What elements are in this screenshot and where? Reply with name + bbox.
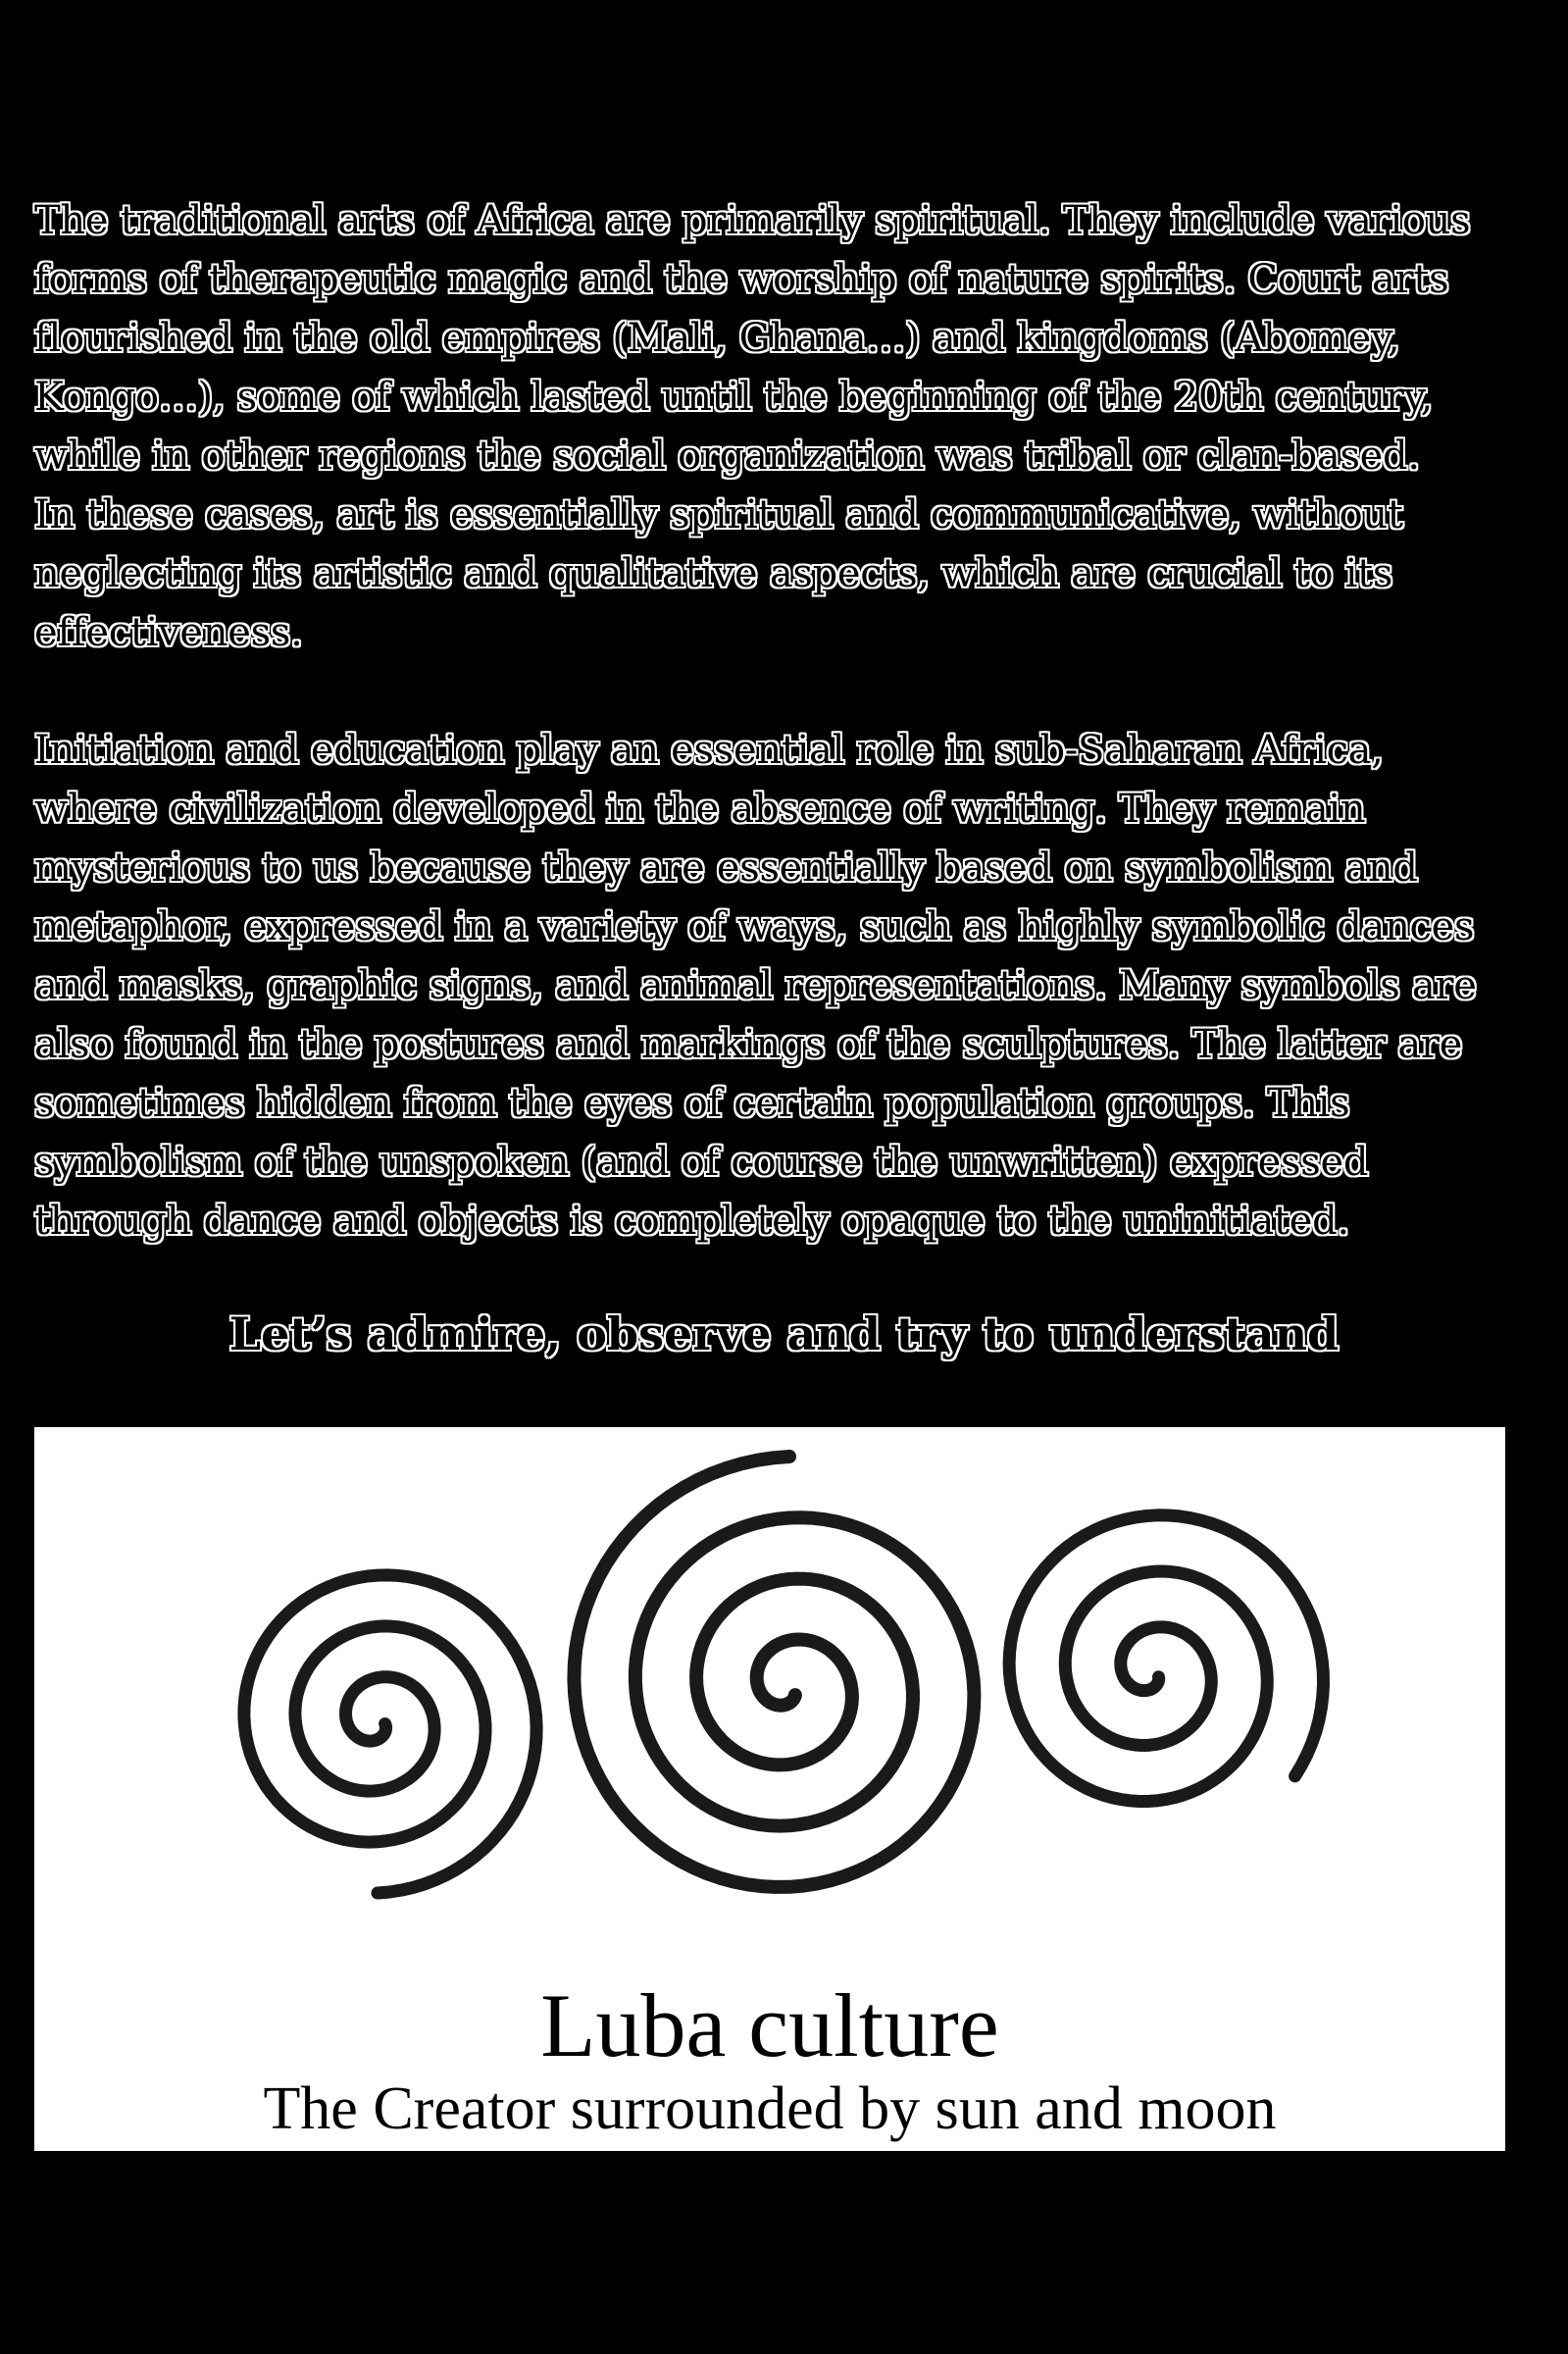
- text-line: symbolism of the unspoken (and of course the unwritten) expressed: [34, 1140, 1369, 1185]
- text-line: and masks, graphic signs, and animal representations. Many symbols are: [34, 963, 1477, 1008]
- tagline-heading: Let’s admire, observe and try to understand: [228, 1307, 1340, 1360]
- text-line: In these cases, art is essentially spiritual and communicative, without: [34, 492, 1403, 537]
- text-line: flourished in the old empires (Mali, Ghana…) and kingdoms (Abomey,: [34, 316, 1400, 361]
- luba-triple-spiral-icon: [34, 1427, 1505, 1976]
- spiral-stroke: [244, 1575, 536, 1893]
- text-line: mysterious to us because they are essentially based on symbolism and: [34, 845, 1418, 891]
- intro-paragraph: [34, 191, 1535, 662]
- text-line: effectiveness.: [34, 610, 303, 655]
- text-line: sometimes hidden from the eyes of certain population groups. This: [34, 1081, 1350, 1126]
- figure-subtitle: The Creator surrounded by sun and moon: [263, 2075, 1277, 2142]
- text-line: Initiation and education play an essential role in sub-Saharan Africa,: [34, 728, 1384, 773]
- text-line: forms of therapeutic magic and the worship of nature spirits. Court arts: [34, 257, 1449, 302]
- text-line: neglecting its artistic and qualitative aspects, which are crucial to its: [34, 551, 1393, 596]
- text-line: Kongo…), some of which lasted until the beginning of the 20th century,: [34, 375, 1434, 420]
- text-line: The traditional arts of Africa are primarily spiritual. They include various: [34, 198, 1471, 243]
- spiral-stroke: [1009, 1515, 1323, 1802]
- text-line: while in other regions the social organization was tribal or clan-based.: [34, 434, 1420, 479]
- figure-title: Luba culture: [540, 1975, 999, 2075]
- spiral-stroke: [574, 1457, 974, 1887]
- initiation-paragraph: [34, 721, 1535, 1251]
- figure-panel: [34, 1427, 1505, 2151]
- text-line: through dance and objects is completely opaque to the uninitiated.: [34, 1199, 1349, 1244]
- text-line: also found in the postures and markings of the sculptures. The latter are: [34, 1022, 1463, 1067]
- text-line: metaphor, expressed in a variety of ways, such as highly symbolic dances: [34, 904, 1475, 949]
- text-line: where civilization developed in the absence of writing. They remain: [34, 787, 1366, 832]
